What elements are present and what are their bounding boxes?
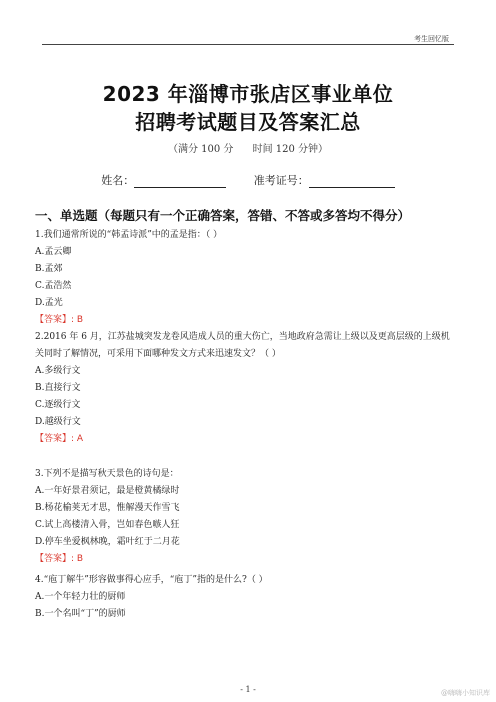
question-1 [35, 227, 452, 329]
exam-id-label: 准考证号： [253, 174, 309, 187]
question-text: 2.2016 年 6 月，江苏盐城突发龙卷风造成人员的重大伤亡，当地政府急需让上级以及更高层级的上级机关同时了解情况，可采用下面哪种发文方式来迅速发文？（ ） [35, 332, 450, 359]
option-d: D.孟光 [35, 298, 63, 308]
question-text: 4.“庖丁解牛”形容做事得心应手，“庖丁”指的是什么?（ ） [35, 575, 268, 585]
answer-label: 【答案】: B [35, 315, 84, 325]
question-2 [35, 329, 452, 448]
question-4 [35, 572, 452, 623]
option-c: C.孟浩然 [35, 281, 72, 291]
candidate-fields [0, 172, 496, 188]
name-field [101, 172, 226, 188]
name-label: 姓名： [101, 174, 135, 187]
name-blank [134, 175, 226, 188]
header-divider [42, 44, 454, 45]
option-b: B.一个名叫“丁”的厨师 [35, 609, 126, 619]
option-a: A.一个年轻力壮的厨师 [35, 592, 126, 602]
page-title-line1: 2023 年淄博市张店区事业单位 [102, 82, 394, 106]
option-c: C.逐级行文 [35, 400, 81, 410]
header-tag: 考生回忆版 [414, 35, 449, 43]
watermark: @嗨嗨小知识库 [441, 689, 490, 697]
option-a: A.孟云卿 [35, 247, 72, 257]
full-score-text: （满分 100 分 [167, 144, 234, 155]
option-d: D.停车坐爱枫林晚，霜叶红于二月花 [35, 537, 180, 547]
answer-label: 【答案】: A [35, 434, 84, 444]
section-heading: 一、单选题（每题只有一个正确答案，答错、不答或多答均不得分） [35, 208, 411, 223]
time-limit-text: 时间 120 分钟） [252, 144, 329, 155]
page-title-line2: 招聘考试题目及答案汇总 [135, 110, 361, 134]
exam-id-blank [309, 175, 395, 188]
option-c: C.试上高楼清入骨，岂如春色嗾人狂 [35, 520, 180, 530]
option-b: B.杨花榆荚无才思，惟解漫天作雪飞 [35, 503, 180, 513]
option-d: D.越级行文 [35, 417, 81, 427]
question-text: 3.下列不是描写秋天景色的诗句是： [35, 469, 179, 479]
exam-info [0, 140, 496, 155]
option-a: A.一年好景君须记，最是橙黄橘绿时 [35, 486, 180, 496]
option-b: B.孟郊 [35, 264, 63, 274]
option-b: B.直接行文 [35, 383, 81, 393]
exam-id-field [254, 172, 395, 188]
page-number: - 1 - [240, 685, 256, 694]
question-text: 1.我们通常所说的“韩孟诗派”中的孟是指：（ ） [35, 230, 223, 240]
question-3 [35, 466, 452, 568]
answer-label: 【答案】: B [35, 554, 84, 564]
option-a: A.多级行文 [35, 366, 81, 376]
